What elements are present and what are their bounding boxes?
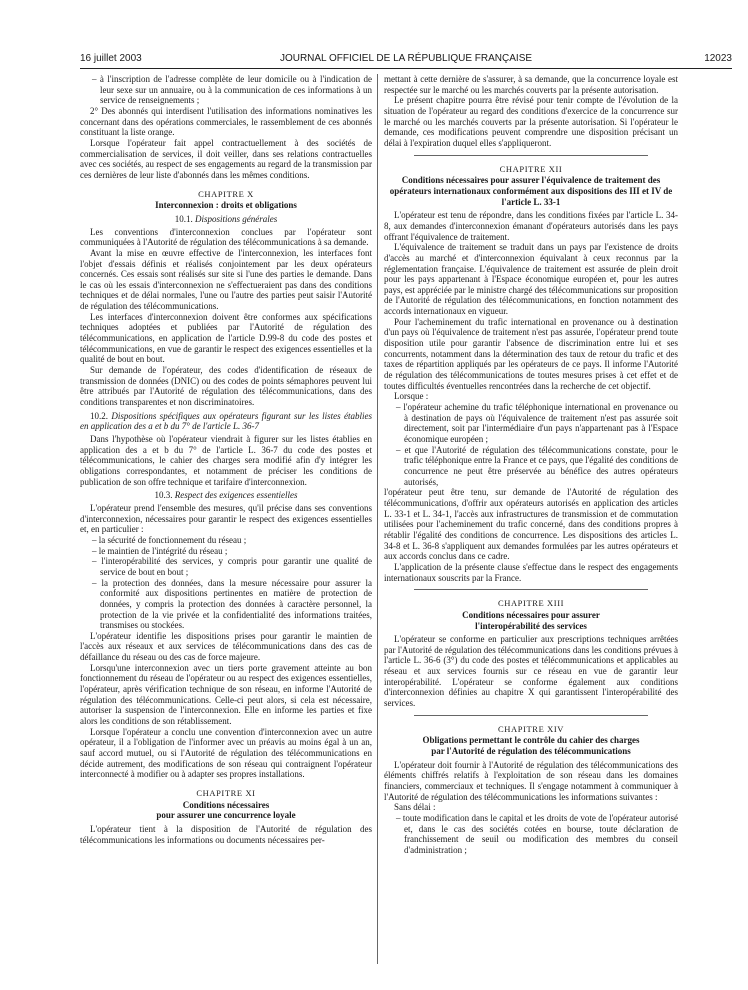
- section-number: 10.3.: [154, 490, 173, 501]
- dash-item: – à l'inscription de l'adresse complète de leur domicile ou à l'indication de leur sexe sur un annuaire, ou à la communication de ces informations à un service de renseignements ;: [92, 74, 372, 106]
- header-rule: [80, 68, 732, 69]
- dash-item: – la sécurité de fonctionnement du réseau ;: [92, 534, 247, 545]
- paragraph: Les interfaces d'interconnexion doivent être conformes aux spécifications techniques adoptées et publiées par l'Autorité de régulation des télécommunications, en application de l'article D.99-8 du code des postes et télécommunications, en vue de garantir le respect des exigences essentielles et la qualité de bout en bout.: [80, 311, 372, 365]
- paragraph: Lorsque l'opérateur a conclu une convention d'interconnexion avec un autre opérateur, il a l'obligation de l'informer avec un préavis au moins égal à un an, sauf accord mutuel, ou si l'Autorité de régulation des télécommunications en décide autrement, des modifications de son réseau qui contraignent l'opérateur interconnecté à modifier ou à adapter ses propres installations.: [80, 726, 372, 780]
- page-header: [80, 52, 732, 66]
- separator: [414, 715, 648, 716]
- paragraph: Pour l'acheminement du trafic international en provenance ou à destination d'un pays où l'équivalence de traitement n'est pas assurée, l'opérateur prend toute disposition utile pour garantir l'absence de discrimination entre lui et ses concurrents, notamment dans la détermination des taux de retour du trafic et des taxes de répartition appliqués par les opérateurs de ce pays. Il informe l'Autorité de régulation des télécommunications de toutes mesures prises à cet effet et de toutes difficultés éventuelles rencontrées dans la recherche de cet objectif.: [384, 316, 678, 391]
- paragraph: l'opérateur peut être tenu, sur demande de l'Autorité de régulation des télécommunications, d'offrir aux opérateurs autorisés en application des articles L. 33-1 et L. 34-1, l'accès aux infrastructures de transmission et de commutation utilisées pour l'acheminement du trafic concerné, dans des conditions propres à rétablir l'égalité des conditions de concurrence. Les dispositions des articles L. 34-8 et L. 36-8 s'appliquent aux demandes formulées par les autres opérateurs et aux accords conclus dans ce cadre.: [384, 487, 678, 562]
- header-page-number: 12023: [704, 53, 732, 64]
- dash-item: – la protection des données, dans la mesure nécessaire pour assurer la conformité aux dispositions pertinentes en matière de protection de données, y compris la protection des données à caractère personnel, la protection de la vie privée et la confidentialité des informations traitées, transmises ou stockées.: [92, 577, 372, 631]
- paragraph: L'opérateur prend l'ensemble des mesures, qu'il précise dans ses conventions d'interconnexion, nécessaires pour garantir le respect des exigences essentielles et, en particulier :: [80, 502, 372, 535]
- paragraph: L'opérateur tient à la disposition de l'Autorité de régulation des télécommunications les informations ou documents nécessaires per-: [80, 823, 372, 845]
- chapter-heading: CHAPITRE XIV: [498, 723, 564, 734]
- paragraph: Lorsque :: [394, 391, 429, 402]
- dash-item: – l'interopérabilité des services, y compris pour garantir une qualité de service de bout en bout ;: [92, 556, 372, 577]
- dash-item: – et que l'Autorité de régulation des télécommunications constate, pour le trafic téléphonique entre la France et ce pays, que l'égalité des conditions de concurrence ne peut être préservée au bénéfice des autres opérateurs autorisés,: [396, 444, 678, 487]
- dash-item: – l'opérateur achemine du trafic téléphonique international en provenance ou à destination de pays où l'équivalence de traitement n'est pas assurée soit directement, soit par l'intermédiaire d'un pays n'appartenant pas à l'Espace économique européen ;: [396, 402, 678, 444]
- dash-item: – toute modification dans le capital et les droits de vote de l'opérateur autorisé et, dans le cas des sociétés cotées en bourse, toute déclaration de franchissement de seuil ou modification des membres du conseil d'administration ;: [396, 813, 678, 855]
- header-date: 16 juillet 2003: [80, 53, 142, 64]
- paragraph: Lorsque l'opérateur fait appel contractuellement à des sociétés de commercialisation de services, il doit veiller, dans ses relations contractuelles avec ces sociétés, au respect de ses engagements au regard de la transmission par ces dernières de leur liste d'abonnés dans les mêmes conditions.: [80, 137, 372, 180]
- column-divider: [377, 74, 378, 964]
- section-number: 10.2.: [90, 410, 108, 421]
- chapter-heading: CHAPITRE XII: [499, 163, 563, 174]
- chapter-title: l'interopérabilité des services: [475, 620, 587, 631]
- chapter-title: Conditions nécessaires: [182, 799, 270, 810]
- chapter-title: pour assurer une concurrence loyale: [156, 810, 296, 821]
- separator: [414, 155, 648, 156]
- section-heading: [80, 411, 372, 432]
- section-title: Dispositions générales: [195, 213, 278, 224]
- left-column: [80, 74, 372, 845]
- section-number: 10.1.: [174, 213, 193, 224]
- paragraph: Sans délai :: [394, 802, 436, 813]
- paragraph: Lorsqu'une interconnexion avec un tiers porte gravement atteinte au bon fonctionnement du réseau de l'opérateur ou au respect des exigences essentielles, l'opérateur, après vérification technique de son réseau, en informe l'Autorité de régulation des télécommunications. Celle-ci peut alors, si cela est nécessaire, autoriser la suspension de l'interconnexion. Elle en informe les parties et fixe alors les conditions de son rétablissement.: [80, 662, 372, 727]
- paragraph: Dans l'hypothèse où l'opérateur viendrait à figurer sur les listes établies en application des a et b du 7° de l'article L. 36-7 du code des postes et télécommunications, le cahier des charges sera modifié afin d'y intégrer les obligations correspondantes, et notamment de préciser les conditions de publication de son offre technique et tarifaire d'interconnexion.: [80, 434, 372, 487]
- chapter-title: Obligations permettant le contrôle du cahier des charges: [422, 735, 640, 746]
- separator: [414, 589, 648, 590]
- section-title: Dispositions spécifiques aux opérateurs figurant sur les listes établies en application des a et b du 7° de l'article L. 36-7: [80, 410, 373, 432]
- paragraph: L'équivalence de traitement se traduit dans un pays par l'existence de droits d'accès au marché et d'interconnexion équivalant à ceux reconnus par la réglementation française. L'équivalence de traitement est assurée de plein droit pour les pays appartenant à l'Espace économique européen et, pour les autres pays, est appréciée par le ministre chargé des télécommunications sur proposition de l'Autorité de régulation des télécommunications, en fonction notamment des accords internationaux en vigueur.: [384, 242, 678, 317]
- paragraph: mettant à cette dernière de s'assurer, à sa demande, que la concurrence loyale est respectée sur le marché ou les marchés couverts par la présente autorisation.: [384, 74, 678, 95]
- chapter-title: Conditions nécessaires pour assurer: [462, 609, 600, 620]
- paragraph: L'opérateur est tenu de répondre, dans les conditions fixées par l'article L. 34-8, aux demandes d'interconnexion émanant d'opérateurs autorisés dans les pays offrant l'équivalence de traitement.: [384, 210, 678, 242]
- paragraph: Les conventions d'interconnexion conclues par l'opérateur sont communiquées à l'Autorité de régulation des télécommunications à sa demande.: [80, 226, 372, 248]
- section-title: Respect des exigences essentielles: [174, 490, 298, 501]
- right-column: [384, 74, 678, 856]
- paragraph: 2° Des abonnés qui interdisent l'utilisation des informations nominatives les concernant dans des opérations commerciales, le rassemblement de ces abonnés constituant la liste orange.: [80, 105, 372, 138]
- paragraph: Avant la mise en œuvre effective de l'interconnexion, les interfaces font l'objet d'essais définis et réalisés conjointement par les deux opérateurs concernés. Ces essais sont réalisés sur site si l'une des parties le demande. Dans le cas où les essais d'interconnexion ne s'effectueraient pas dans des conditions techniques et de délai normales, l'une ou l'autre des parties peut saisir l'Autorité de régulation des télécommunications.: [80, 247, 372, 312]
- section-heading: [80, 490, 372, 501]
- paragraph: Sur demande de l'opérateur, des codes d'identification de réseaux de transmission de données (DNIC) ou des codes de points sémaphores peuvent lui être attribués par l'Autorité de régulation des télécommunications, dans des conditions transparentes et non discriminatoires.: [80, 365, 372, 408]
- paragraph: Le présent chapitre pourra être révisé pour tenir compte de l'évolution de la situation de l'opérateur au regard des conditions d'exercice de la concurrence sur le marché ou les marchés couverts par la présente autorisation. Si l'opérateur le demande, ces modifications peuvent comprendre une disposition précisant un délai à l'expiration duquel elles s'appliqueront.: [384, 95, 678, 148]
- chapter-heading: CHAPITRE XI: [196, 788, 256, 798]
- chapter-title: par l'Autorité de régulation des télécommunications: [431, 746, 631, 757]
- section-heading: [80, 214, 372, 225]
- chapter-heading: CHAPITRE XIII: [497, 598, 565, 609]
- paragraph: L'opérateur identifie les dispositions prises pour garantir le maintien de l'accès aux réseaux et aux services de télécommunications dans des cas de défaillance du réseau ou des cas de force majeure.: [80, 630, 372, 663]
- paragraph: L'opérateur se conforme en particulier aux prescriptions techniques arrêtées par l'Autorité de régulation des télécommunications dans les conditions prévues à l'article L. 36-6 (3°) du code des postes et télécommunications et applicables au réseau et aux services fournis sur ce réseau en vue de garantir leur interopérabilité. L'opérateur se conforme également aux conditions d'interconnexion définies au chapitre X qui garantissent l'interopérabilité des services.: [384, 634, 678, 709]
- dash-item: – le maintien de l'intégrité du réseau ;: [92, 545, 228, 556]
- paragraph: L'application de la présente clause s'effectue dans le respect des engagements internationaux souscrits par la France.: [384, 561, 678, 583]
- chapter-title: Interconnexion : droits et obligations: [155, 200, 297, 211]
- paragraph: L'opérateur doit fournir à l'Autorité de régulation des télécommunications des éléments chiffrés relatifs à l'exploitation de son réseau dans les domaines financiers, commerciaux et techniques. Il s'engage notamment à communiquer à l'Autorité de régulation des télécommunications les informations suivantes :: [384, 759, 678, 802]
- chapter-heading: CHAPITRE X: [198, 188, 254, 199]
- chapter-title: Conditions nécessaires pour assurer l'équivalence de traitement des opérateurs internationaux conformément aux dispositions des III et IV de l'article L. 33-1: [389, 175, 673, 207]
- header-journal-title: JOURNAL OFFICIEL DE LA RÉPUBLIQUE FRANÇAISE: [279, 53, 533, 64]
